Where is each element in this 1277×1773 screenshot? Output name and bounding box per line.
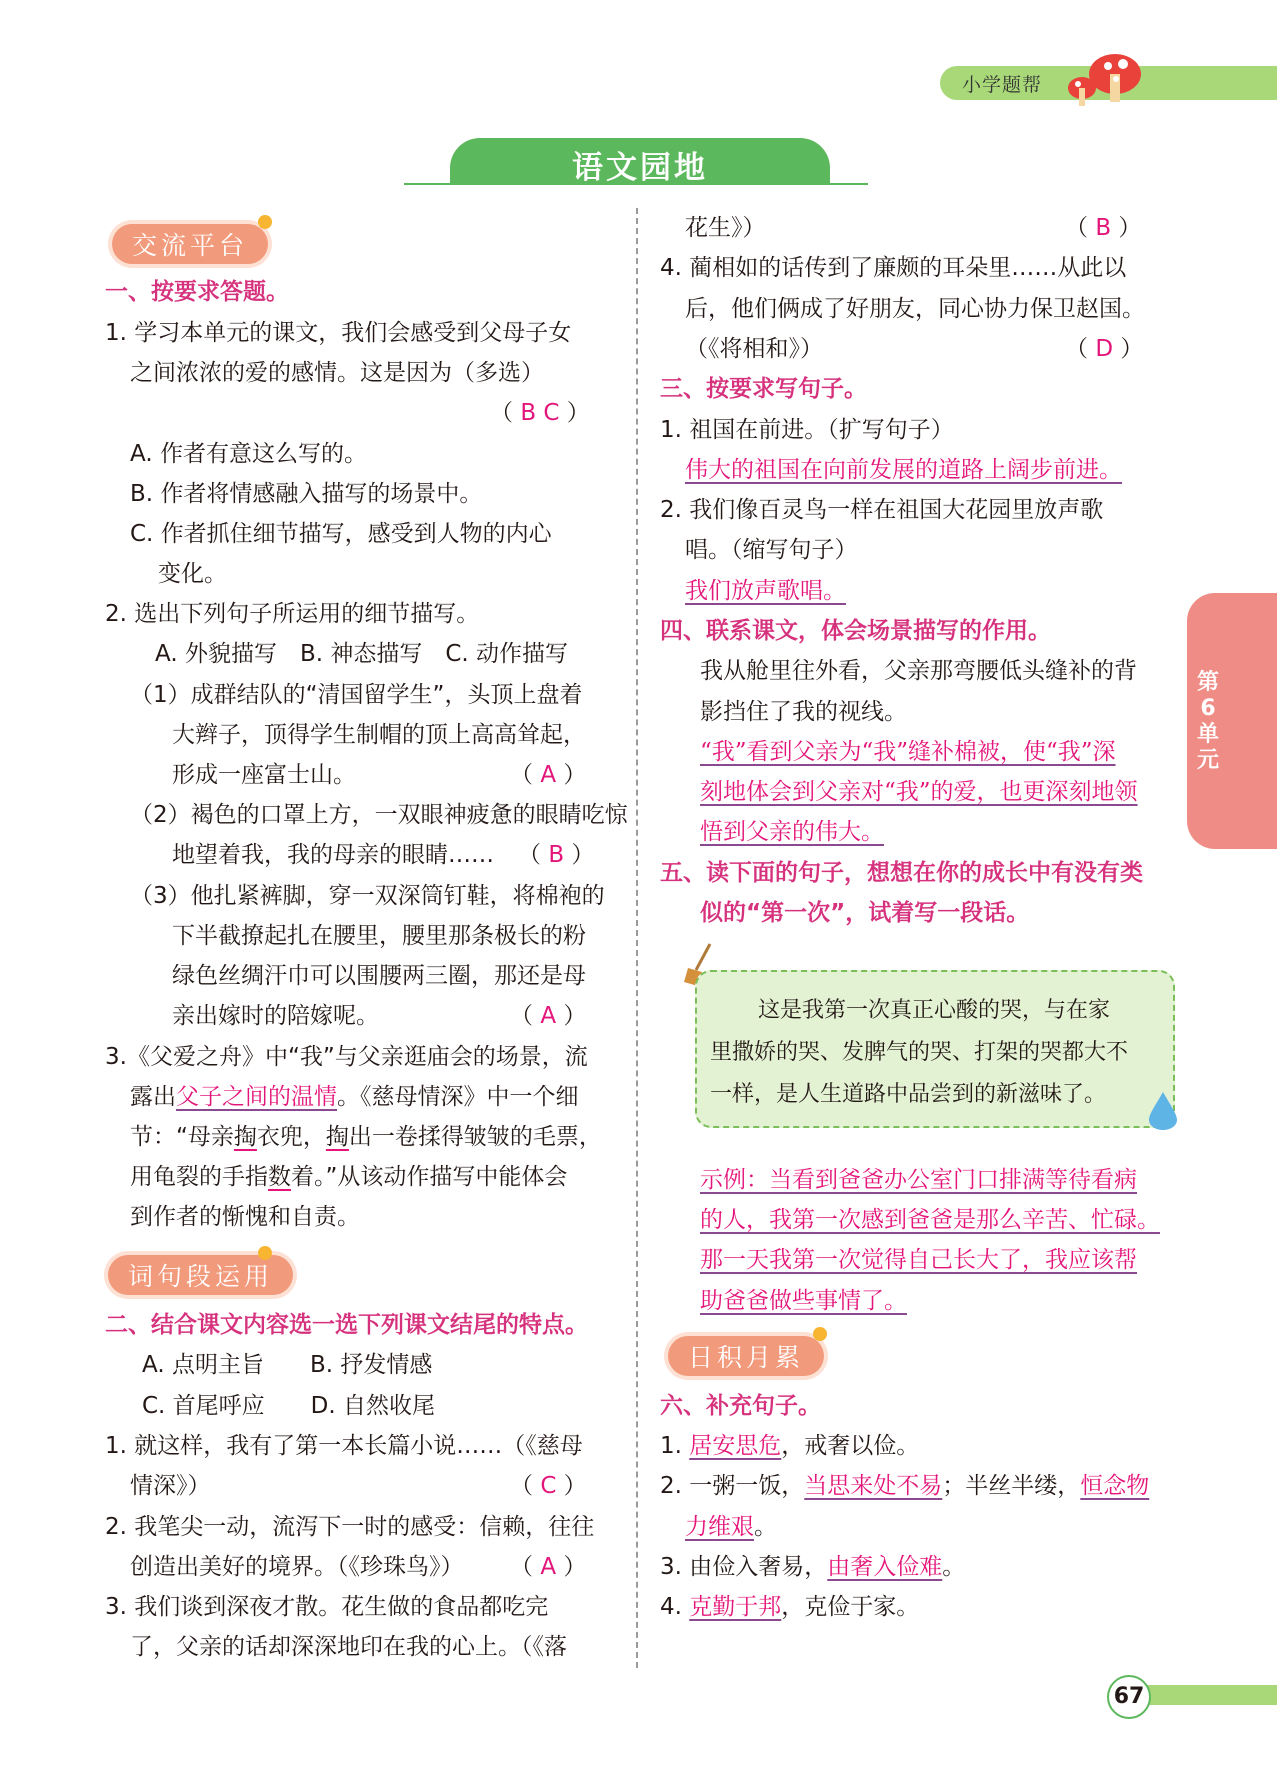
q2-1-answer: A [540, 762, 557, 788]
q3-line3 [130, 1117, 602, 1157]
star-icon [813, 1327, 827, 1341]
s2q3-answer: B [1095, 215, 1112, 241]
quote-line3: 一样，是人生道路中品尝到的新滋味了。 [710, 1082, 1107, 1107]
q3-line4 [130, 1157, 567, 1197]
q3-line2 [130, 1077, 579, 1117]
s3q2-line2: 唱。（缩写句子） [685, 537, 858, 563]
q3-pre: 露出 [130, 1084, 176, 1110]
section-pill-communication: 交流平台 [112, 224, 268, 264]
s2q4-line2: 后，他们俩成了好朋友，同心协力保卫赵国。 [685, 296, 1145, 322]
page-title: 语文园地 [572, 150, 708, 186]
s6q2-line1 [660, 1466, 1149, 1506]
s4-answer-line1: “我”看到父亲为“我”缝补棉被，使“我”深 [700, 739, 1116, 765]
q3-line1: 3.《父爱之舟》中“我”与父亲逛庙会的场景，流 [105, 1044, 588, 1070]
s2q1-answer: C [540, 1473, 557, 1499]
q3-l3a: 节：“母亲 [130, 1124, 234, 1150]
q1-answer-box: （ B C ） [490, 400, 590, 426]
q2-3-answer: A [540, 1003, 557, 1029]
brand-label: 小学题帮 [962, 74, 1043, 96]
q3-l4a: 用龟裂的手指 [130, 1164, 268, 1190]
q2-2-line2: 地望着我，我的母亲的眼睛…… [172, 842, 494, 868]
q2-options: A. 外貌描写 B. 神态描写 C. 动作描写 [155, 641, 569, 667]
q3-line5: 到作者的惭愧和自责。 [130, 1204, 360, 1230]
q1-option-c: C. 作者抓住细节描写，感受到人物的内心 [130, 521, 552, 547]
q2-3-line4: 亲出嫁时的陪嫁呢。 [172, 1003, 379, 1029]
section-heading-3: 三、按要求写句子。 [660, 376, 867, 402]
s5-answer-line1: 示例：当看到爸爸办公室门口排满等待看病 [700, 1167, 1137, 1193]
sec2-options-1: A. 点明主旨 B. 抒发情感 [142, 1352, 433, 1378]
q3-l3c: 出一卷揉得皱皱的毛票， [348, 1124, 602, 1150]
q1-option-a: A. 作者有意这么写的。 [130, 441, 367, 467]
s3q2-answer: 我们放声歌唱。 [685, 578, 846, 604]
s3q2-line1: 2. 我们像百灵鸟一样在祖国大花园里放声歌 [660, 497, 1104, 523]
s2q4-line1: 4. 蔺相如的话传到了廉颇的耳朵里……从此以 [660, 255, 1127, 281]
section-heading-5-line1: 五、读下面的句子，想想在你的成长中有没有类 [660, 860, 1143, 886]
section-heading-5-line2: 似的“第一次”，试着写一段话。 [700, 900, 1030, 926]
section-heading-1: 一、按要求答题。 [105, 279, 289, 305]
s6q4-answer: 克勤于邦 [689, 1594, 782, 1620]
s2q2-answer-box: （ A ） [510, 1554, 587, 1580]
s6q2-answer-2a: 恒念物 [1080, 1473, 1150, 1499]
q3-verb-1: 掏 [233, 1124, 257, 1150]
s2q2-line1: 2. 我笔尖一动，流泻下一时的感受：信赖，往往 [105, 1514, 595, 1540]
s2q4-answer: D [1095, 336, 1114, 362]
quote-line2: 里撒娇的哭、发脾气的哭、打架的哭都大不 [710, 1040, 1129, 1065]
mushroom-icon [1060, 44, 1150, 114]
q1-option-b: B. 作者将情感融入描写的场景中。 [130, 481, 483, 507]
section-heading-4: 四、联系课文，体会场景描写的作用。 [660, 618, 1051, 644]
section-pill-usage: 词句段运用 [108, 1255, 293, 1295]
s2q1-line2: 情深》） [130, 1473, 211, 1499]
s3q1-stem: 1. 祖国在前进。（扩写句子） [660, 417, 954, 443]
sec2-options-2: C. 首尾呼应 D. 自然收尾 [142, 1393, 436, 1419]
q1-answer: B C [520, 400, 560, 426]
q2-3-line3: 绿色丝绸汗巾可以围腰两三圈，那还是母 [172, 963, 586, 989]
s6q2-answer-1: 当思来处不易 [804, 1473, 943, 1499]
q2-1-line1: （1）成群结队的“清国留学生”，头顶上盘着 [130, 682, 583, 708]
s6q1-answer: 居安思危 [689, 1433, 782, 1459]
q2-1-line3: 形成一座富士山。 [172, 762, 356, 788]
star-icon [258, 1246, 272, 1260]
s6q2-b: ；半丝半缕， [942, 1473, 1081, 1499]
q2-3-answer-box: （ A ） [510, 1003, 587, 1029]
quote-line1: 这是我第一次真正心酸的哭，与在家 [758, 998, 1111, 1023]
s5-answer-line4: 助爸爸做些事情了。 [700, 1288, 907, 1314]
page-number: 67 [1107, 1675, 1151, 1719]
water-drop-icon [1143, 1088, 1183, 1132]
q2-3-line2: 下半截撩起扎在腰里，腰里那条极长的粉 [172, 923, 586, 949]
q3-fill-answer: 父子之间的温情 [176, 1084, 337, 1110]
q3-post: 。《慈母情深》中一个细 [337, 1084, 579, 1110]
s5-answer-line2: 的人，我第一次感到爸爸是那么辛苦、忙碌。 [700, 1207, 1160, 1233]
section-heading-2: 二、结合课文内容选一选下列课文结尾的特点。 [105, 1312, 588, 1338]
s3q1-answer: 伟大的祖国在向前发展的道路上阔步前进。 [685, 457, 1122, 483]
q2-stem: 2. 选出下列句子所运用的细节描写。 [105, 601, 480, 627]
s4-answer-line2: 刻地体会到父亲对“我”的爱，也更深刻地领 [700, 779, 1138, 805]
s2q2-answer: A [540, 1554, 557, 1580]
s2q3-answer-box: （ B ） [1065, 215, 1142, 241]
q3-l3b: 衣兜， [256, 1124, 326, 1150]
s6q3-answer: 由奢入俭难 [827, 1554, 943, 1580]
s4-text-line1: 我从舱里往外看，父亲那弯腰低头缝补的背 [700, 658, 1137, 684]
s4-answer-line3: 悟到父亲的伟大。 [700, 819, 884, 845]
q2-3-line1: （3）他扎紧裤脚，穿一双深筒钉鞋，将棉袍的 [130, 883, 605, 909]
s6q1: 1. 居安思危，戒奢以俭。 [660, 1433, 920, 1459]
s2q4-answer-box: （ D ） [1065, 336, 1144, 362]
unit-tab-label: 第6单元 [1196, 670, 1219, 773]
q1-line1: 1. 学习本单元的课文，我们会感受到父母子女 [105, 320, 572, 346]
section-heading-6: 六、补充句子。 [660, 1393, 821, 1419]
q1-line2: 之间浓浓的爱的感情。这是因为（多选） [130, 360, 544, 386]
q3-verb-3: 数 [268, 1164, 291, 1190]
s2q3-line1: 3. 我们谈到深夜才散。花生做的食品都吃完 [105, 1594, 549, 1620]
s2q3-line2: 了，父亲的话却深深地印在我的心上。（《落 [130, 1634, 567, 1660]
star-icon [258, 215, 272, 229]
s6q1-rest: ，戒奢以俭。 [781, 1433, 920, 1459]
q2-2-answer: B [548, 842, 565, 868]
q2-1-line2: 大辫子，顶得学生制帽的顶上高高耸起， [172, 722, 586, 748]
q3-verb-2: 掏 [325, 1124, 349, 1150]
s4-text-line2: 影挡住了我的视线。 [700, 699, 907, 725]
section-pill-accumulation: 日积月累 [668, 1336, 824, 1376]
s6q3: 3. 由俭入奢易，由奢入俭难。 [660, 1554, 966, 1580]
q1-option-c-cont: 变化。 [158, 561, 227, 587]
s5-answer-line3: 那一天我第一次觉得自己长大了，我应该帮 [700, 1247, 1137, 1273]
example-quote [710, 990, 1160, 1116]
s6q2-line2: 力维艰。 [685, 1514, 777, 1540]
s2q2-line2: 创造出美好的境界。（《珍珠鸟》） [130, 1554, 464, 1580]
s2q1-answer-box: （ C ） [510, 1473, 587, 1499]
q2-1-answer-box: （ A ） [510, 762, 587, 788]
column-divider [636, 208, 638, 1668]
s6q2-answer-2b: 力维艰 [685, 1514, 754, 1540]
q2-2-line1: （2）褐色的口罩上方，一双眼神疲惫的眼睛吃惊 [130, 802, 628, 828]
s6q4: 4. 克勤于邦，克俭于家。 [660, 1594, 920, 1620]
q3-l4b: 着。”从该动作描写中能体会 [291, 1164, 568, 1190]
s6q3-a: 3. 由俭入奢易， [660, 1554, 828, 1580]
s2q4-line3: （《将相和》） [685, 336, 823, 362]
s6q4-rest: ，克俭于家。 [781, 1594, 920, 1620]
s6q2-a: 2. 一粥一饭， [660, 1473, 805, 1499]
q2-2-answer-box: （ B ） [518, 842, 595, 868]
s2q3-line3: 花生》） [685, 215, 766, 241]
s2q1-line1: 1. 就这样，我有了第一本长篇小说……（《慈母 [105, 1433, 583, 1459]
